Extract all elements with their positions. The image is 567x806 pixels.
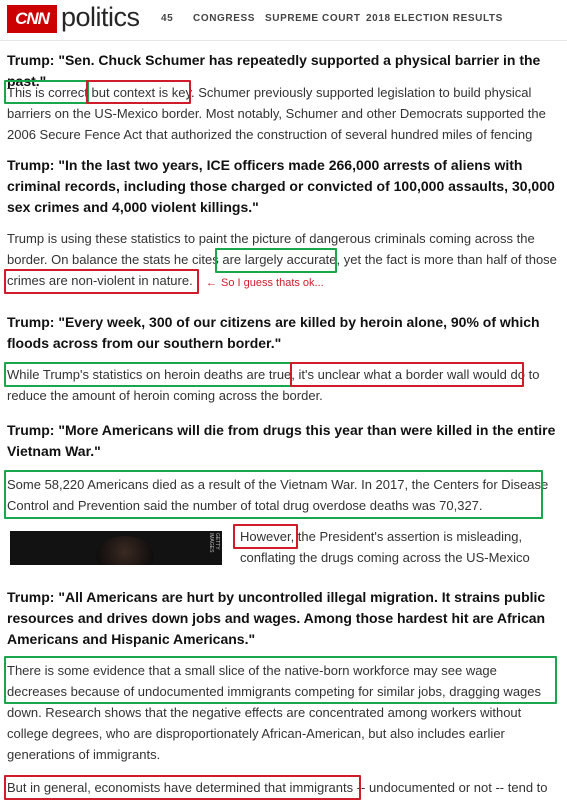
site-header [0,0,567,41]
person-silhouette [96,536,154,565]
claim-heading: Trump: "Sen. Chuck Schumer has repeatedly supported a physical barrier in the past." [7,52,541,89]
nav-item-supreme-court[interactable]: SUPREME COURT [265,13,361,24]
fact-check-paragraph: Trump is using these statistics to paint the picture of dangerous criminals coming across the border. On balance the stats he cites are largely accurate, yet the fact is more than half of those crimes are non-violent in nature. [7,231,557,288]
arrow-left-icon: ← [206,277,217,289]
nav-item-congress[interactable]: CONGRESS [193,13,256,24]
fact-check-paragraph: Some 58,220 Americans died as a result of the Vietnam War. In 2017, the Centers for Disease Control and Prevention said the number of total drug overdose deaths was 70,327. [7,477,549,513]
fact-check-paragraph: This is correct but context is key. Schumer previously supported legislation to build physical barriers on the US-Mexico border. Most notably, Schumer and other Democrats supported the 2006 Secure Fence Act that authorized the construction of several hundred miles of fencing [7,85,546,142]
article-photo [10,531,222,565]
claim-heading: Trump: "More Americans will die from drugs this year than were killed in the entire Vietnam War." [7,422,556,459]
claim-heading: Trump: "All Americans are hurt by uncontrolled illegal migration. It strains public resources and drives down jobs and wages. Among those hardest hit are African Americans and Hispanic Americans." [7,589,546,647]
claim-heading: Trump: "In the last two years, ICE officers made 266,000 arrests of aliens with criminal records, including those charged or convicted of 100,000 assaults, 30,000 sex crimes and 4,000 violent killings." [7,157,555,215]
annotation-text: So I guess thats ok... [221,277,324,289]
fact-check-paragraph: There is some evidence that a small slice of the native-born workforce may see wage decreases because of undocumented immigrants competing for similar jobs, dragging wages down. Research shows that the negative effects are concentrated among workers without college degrees, who are disproportionately African-American, but also includes earlier generations of immigrants. [7,663,542,762]
claim-heading: Trump: "Every week, 300 of our citizens are killed by heroin alone, 90% of which floods across from our southern border." [7,314,540,351]
fact-check-paragraph: However, the President's assertion is misleading, conflating the drugs coming across the US-Mexico [240,529,530,565]
cnn-logo[interactable]: CNN [7,5,57,33]
annotation-note [206,277,324,289]
nav-item-45[interactable]: 45 [161,13,174,24]
section-title[interactable]: politics [61,2,140,32]
fact-check-paragraph: But in general, economists have determined that immigrants -- undocumented or not -- tend to [7,780,548,795]
nav-item-election-results[interactable]: 2018 ELECTION RESULTS [366,13,503,24]
fact-check-paragraph: While Trump's statistics on heroin deaths are true, it's unclear what a border wall would do to reduce the amount of heroin coming across the border. [7,367,540,403]
photo-credit: GETTY IMAGES [208,533,220,553]
